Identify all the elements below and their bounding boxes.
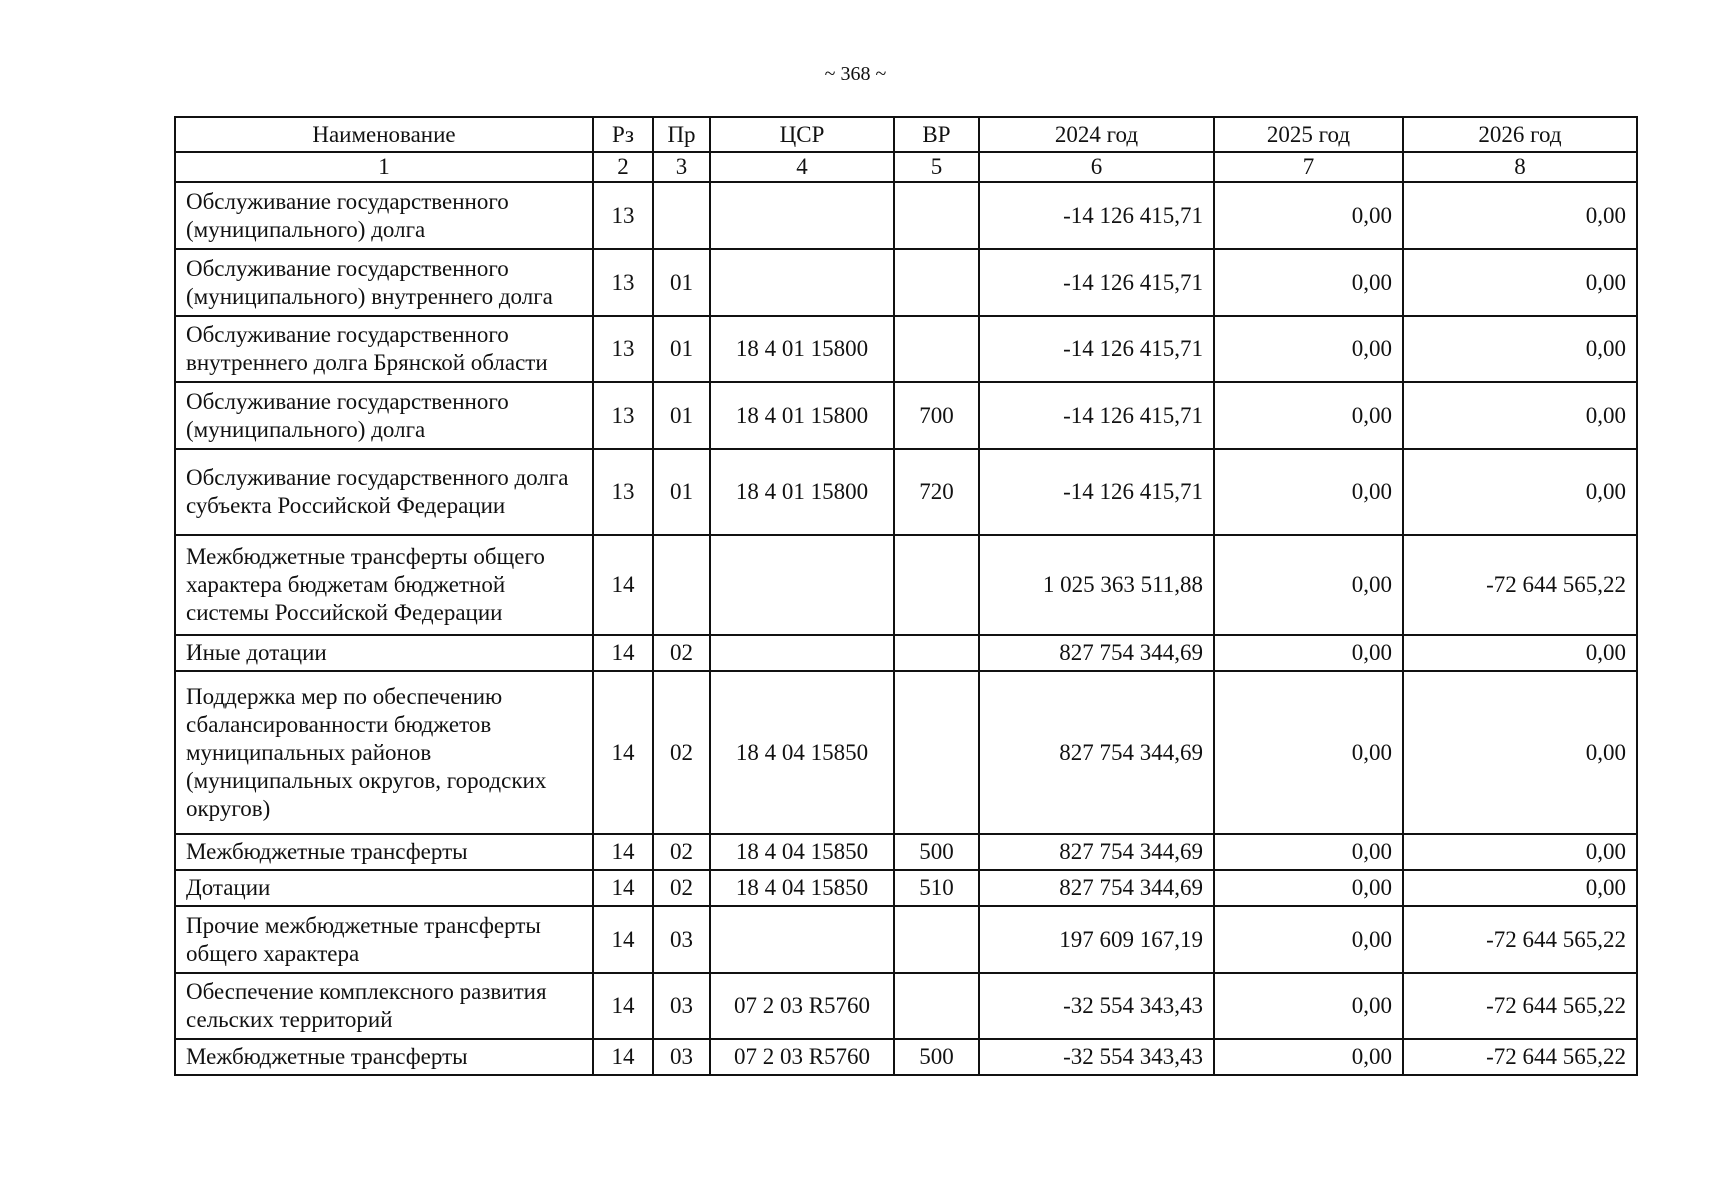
row-rz: 14 xyxy=(593,671,653,834)
row-vr: 720 xyxy=(894,449,979,535)
row-rz: 14 xyxy=(593,906,653,973)
row-pr: 01 xyxy=(653,249,710,316)
table-row xyxy=(175,1039,1637,1075)
row-2024: 197 609 167,19 xyxy=(979,906,1214,973)
row-2024: 827 754 344,69 xyxy=(979,870,1214,906)
row-pr xyxy=(653,182,710,249)
row-2025: 0,00 xyxy=(1214,671,1403,834)
row-2024: -32 554 343,43 xyxy=(979,1039,1214,1075)
row-name: Обеспечение комплексного развития сельских территорий xyxy=(175,973,593,1039)
table-row xyxy=(175,671,1637,834)
column-number: 5 xyxy=(894,152,979,182)
row-csr: 18 4 01 15800 xyxy=(710,316,894,382)
header-rz: Рз xyxy=(593,117,653,152)
row-rz: 13 xyxy=(593,182,653,249)
row-pr: 02 xyxy=(653,834,710,870)
row-2026: 0,00 xyxy=(1403,834,1637,870)
header-pr: Пр xyxy=(653,117,710,152)
row-name: Иные дотации xyxy=(175,635,593,671)
row-rz: 14 xyxy=(593,635,653,671)
table-row xyxy=(175,382,1637,449)
row-csr: 18 4 04 15850 xyxy=(710,870,894,906)
row-2026: -72 644 565,22 xyxy=(1403,535,1637,635)
row-2025: 0,00 xyxy=(1214,906,1403,973)
row-2025: 0,00 xyxy=(1214,973,1403,1039)
table-row xyxy=(175,449,1637,535)
row-2024: 1 025 363 511,88 xyxy=(979,535,1214,635)
row-2024: 827 754 344,69 xyxy=(979,671,1214,834)
row-vr xyxy=(894,182,979,249)
row-pr: 02 xyxy=(653,671,710,834)
row-name: Обслуживание государственного внутреннего долга Брянской области xyxy=(175,316,593,382)
row-rz: 13 xyxy=(593,382,653,449)
row-pr: 03 xyxy=(653,973,710,1039)
row-2024: -14 126 415,71 xyxy=(979,316,1214,382)
row-2025: 0,00 xyxy=(1214,382,1403,449)
table-row xyxy=(175,635,1637,671)
row-2025: 0,00 xyxy=(1214,182,1403,249)
row-rz: 13 xyxy=(593,249,653,316)
row-rz: 14 xyxy=(593,870,653,906)
row-rz: 14 xyxy=(593,834,653,870)
row-name: Обслуживание государственного (муниципального) долга xyxy=(175,382,593,449)
row-vr xyxy=(894,635,979,671)
column-number: 7 xyxy=(1214,152,1403,182)
row-pr: 01 xyxy=(653,382,710,449)
row-name: Дотации xyxy=(175,870,593,906)
row-csr: 18 4 04 15850 xyxy=(710,671,894,834)
table-row xyxy=(175,535,1637,635)
header-2026: 2026 год xyxy=(1403,117,1637,152)
row-rz: 14 xyxy=(593,1039,653,1075)
row-vr xyxy=(894,973,979,1039)
row-2025: 0,00 xyxy=(1214,870,1403,906)
row-2026: 0,00 xyxy=(1403,635,1637,671)
row-csr: 18 4 04 15850 xyxy=(710,834,894,870)
column-number: 6 xyxy=(979,152,1214,182)
row-name: Межбюджетные трансферты xyxy=(175,834,593,870)
row-2025: 0,00 xyxy=(1214,1039,1403,1075)
row-vr xyxy=(894,535,979,635)
column-number: 4 xyxy=(710,152,894,182)
row-vr xyxy=(894,906,979,973)
row-vr xyxy=(894,671,979,834)
row-2026: 0,00 xyxy=(1403,870,1637,906)
budget-table xyxy=(174,116,1638,1076)
column-number: 8 xyxy=(1403,152,1637,182)
header-2024: 2024 год xyxy=(979,117,1214,152)
row-csr: 18 4 01 15800 xyxy=(710,449,894,535)
row-2026: -72 644 565,22 xyxy=(1403,973,1637,1039)
row-2026: 0,00 xyxy=(1403,316,1637,382)
row-2025: 0,00 xyxy=(1214,249,1403,316)
column-number: 2 xyxy=(593,152,653,182)
header-row xyxy=(175,117,1637,152)
row-name: Межбюджетные трансферты xyxy=(175,1039,593,1075)
row-pr xyxy=(653,535,710,635)
row-pr: 02 xyxy=(653,635,710,671)
table-row xyxy=(175,316,1637,382)
table-row xyxy=(175,834,1637,870)
row-name: Прочие межбюджетные трансферты общего характера xyxy=(175,906,593,973)
row-pr: 01 xyxy=(653,449,710,535)
row-2024: 827 754 344,69 xyxy=(979,834,1214,870)
row-2026: 0,00 xyxy=(1403,182,1637,249)
row-2024: -14 126 415,71 xyxy=(979,382,1214,449)
row-pr: 01 xyxy=(653,316,710,382)
table-row xyxy=(175,249,1637,316)
row-2025: 0,00 xyxy=(1214,834,1403,870)
row-pr: 03 xyxy=(653,906,710,973)
row-csr xyxy=(710,249,894,316)
row-2026: 0,00 xyxy=(1403,249,1637,316)
row-vr xyxy=(894,249,979,316)
header-csr: ЦСР xyxy=(710,117,894,152)
row-pr: 02 xyxy=(653,870,710,906)
row-name: Обслуживание государственного (муниципального) внутреннего долга xyxy=(175,249,593,316)
table-row xyxy=(175,973,1637,1039)
row-2024: -14 126 415,71 xyxy=(979,249,1214,316)
table-row xyxy=(175,870,1637,906)
row-csr xyxy=(710,535,894,635)
row-2024: 827 754 344,69 xyxy=(979,635,1214,671)
row-vr: 700 xyxy=(894,382,979,449)
column-number: 3 xyxy=(653,152,710,182)
row-2026: -72 644 565,22 xyxy=(1403,906,1637,973)
row-2026: -72 644 565,22 xyxy=(1403,1039,1637,1075)
row-rz: 13 xyxy=(593,449,653,535)
row-vr: 500 xyxy=(894,834,979,870)
row-vr: 500 xyxy=(894,1039,979,1075)
row-rz: 14 xyxy=(593,973,653,1039)
row-2026: 0,00 xyxy=(1403,671,1637,834)
row-csr xyxy=(710,906,894,973)
row-2024: -14 126 415,71 xyxy=(979,182,1214,249)
row-2025: 0,00 xyxy=(1214,449,1403,535)
row-2025: 0,00 xyxy=(1214,635,1403,671)
row-csr xyxy=(710,635,894,671)
column-number-row xyxy=(175,152,1637,182)
row-vr: 510 xyxy=(894,870,979,906)
page-number: ~ 368 ~ xyxy=(824,63,887,85)
table-row xyxy=(175,906,1637,973)
header-name: Наименование xyxy=(175,117,593,152)
row-2025: 0,00 xyxy=(1214,535,1403,635)
header-vr: ВР xyxy=(894,117,979,152)
header-2025: 2025 год xyxy=(1214,117,1403,152)
row-name: Обслуживание государственного (муниципального) долга xyxy=(175,182,593,249)
row-2026: 0,00 xyxy=(1403,382,1637,449)
row-csr: 07 2 03 R5760 xyxy=(710,1039,894,1075)
row-2026: 0,00 xyxy=(1403,449,1637,535)
table-row xyxy=(175,182,1637,249)
row-rz: 13 xyxy=(593,316,653,382)
row-vr xyxy=(894,316,979,382)
row-rz: 14 xyxy=(593,535,653,635)
row-2024: -32 554 343,43 xyxy=(979,973,1214,1039)
row-csr: 07 2 03 R5760 xyxy=(710,973,894,1039)
row-2024: -14 126 415,71 xyxy=(979,449,1214,535)
row-name: Обслуживание государственного долга субъекта Российской Федерации xyxy=(175,449,593,535)
row-pr: 03 xyxy=(653,1039,710,1075)
column-number: 1 xyxy=(175,152,593,182)
row-csr: 18 4 01 15800 xyxy=(710,382,894,449)
row-name: Поддержка мер по обеспечению сбалансированности бюджетов муниципальных районов (муниципальных округов, городских округов) xyxy=(175,671,593,834)
row-name: Межбюджетные трансферты общего характера бюджетам бюджетной системы Российской Федерации xyxy=(175,535,593,635)
row-csr xyxy=(710,182,894,249)
row-2025: 0,00 xyxy=(1214,316,1403,382)
